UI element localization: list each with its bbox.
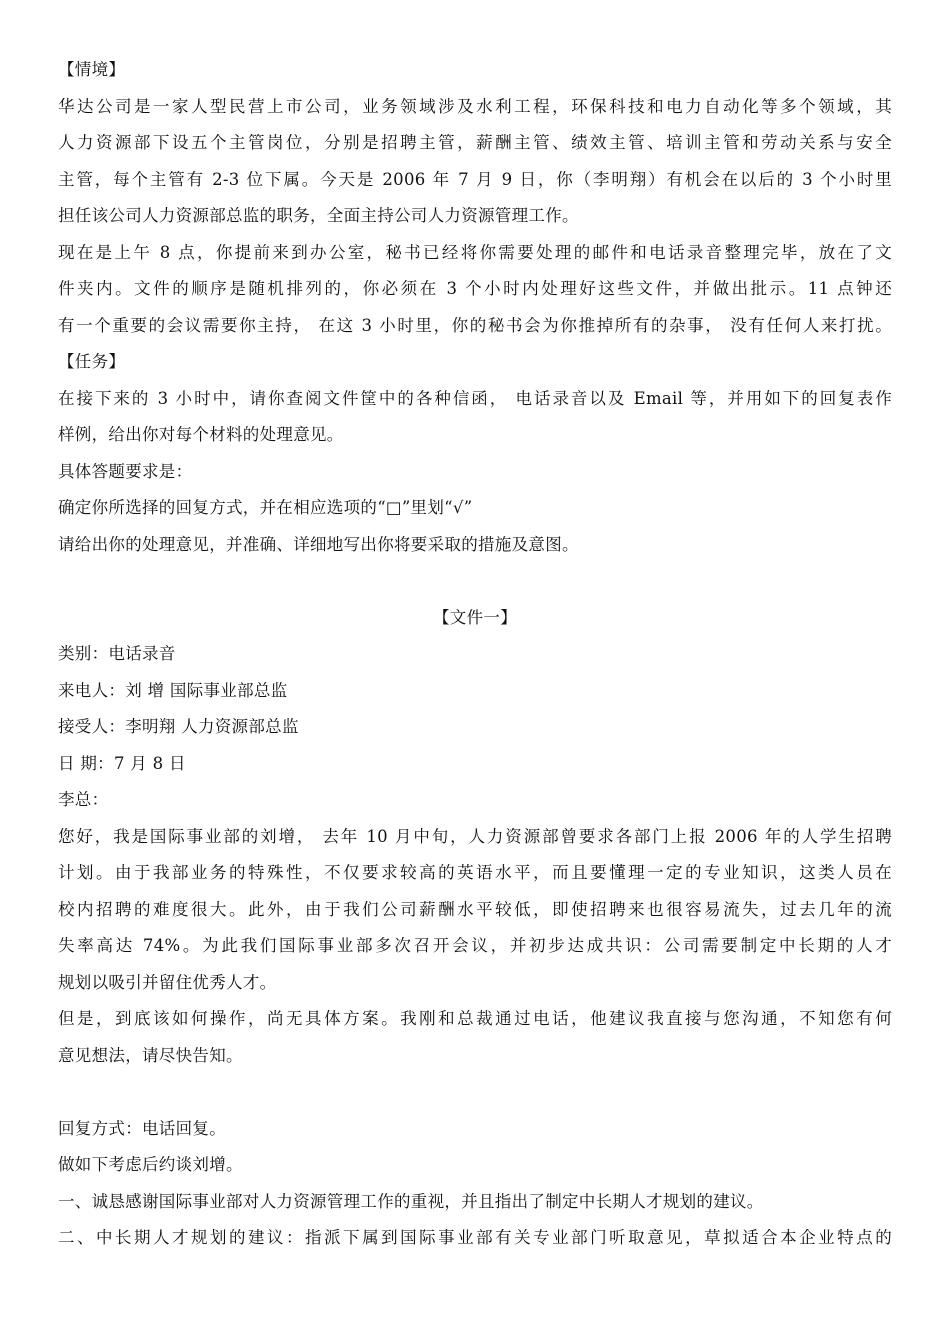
reply-intro: 做如下考虑后约谈刘增。 — [58, 1155, 243, 1174]
spacer — [58, 563, 892, 600]
situation-para2-line: 件夹内。文件的顺序是随机排列的，你必须在 3 个小时内处理好这些文件，并做出批示。11 点钟还 — [58, 279, 892, 298]
situation-para2-line: 现在是上午 8 点，你提前来到办公室，秘书已经将你需要处理的邮件和电话录音整理完毕，放在了文 — [58, 242, 892, 262]
file-receiver: 接受人：李明翔 人力资源部总监 — [58, 717, 299, 736]
task-heading: 【任务】 — [58, 352, 126, 371]
letter-body-line: 您好，我是国际事业部的刘增， 去年 10 月中旬，人力资源部曾要求各部门上报 2006 年的人学生招聘 — [58, 826, 892, 846]
requirement-item: 请给出你的处理意见，并准确、详细地写出你将要采取的措施及意图。 — [58, 534, 579, 554]
document-page — [58, 52, 892, 1257]
situation-heading: 【情境】 — [58, 60, 126, 79]
letter-body-line: 意见想法，请尽快告知。 — [58, 1045, 243, 1065]
reply-method: 回复方式：电话回复。 — [58, 1118, 226, 1138]
task-para-line: 在接下来的 3 小时中，请你查阅文件筐中的各种信函， 电话录音以及 Email 等，并用如下的回复表作 — [58, 388, 892, 408]
situation-para1-line: 主管，每个主管有 2-3 位下属。今天是 2006 年 7 月 9 日，你（李明翔）有机会在以后的 3 个小时里 — [58, 169, 892, 189]
file-date: 日 期：7 月 8 日 — [58, 753, 186, 773]
letter-body-line: 规划以吸引并留住优秀人才。 — [58, 972, 277, 992]
task-para-line: 样例，给出你对每个材料的处理意见。 — [58, 425, 344, 444]
situation-para1-line: 人力资源部下设五个主管岗位，分别是招聘主管，薪酬主管、绩效主管、培训主管和劳动关系与安全 — [58, 133, 892, 152]
reply-point: 二、中长期人才规划的建议：指派下属到国际事业部有关专业部门听取意见，草拟适合本企业特点的 — [58, 1228, 892, 1247]
file-heading: 【文件一】 — [433, 607, 517, 627]
requirements-title: 具体答题要求是： — [58, 461, 193, 481]
situation-para1-line: 担任该公司人力资源部总监的职务，全面主持公司人力资源管理工作。 — [58, 206, 579, 225]
situation-para2-line: 有一个重要的会议需要你主持， 在这 3 小时里，你的秘书会为你推掉所有的杂事， 没有任何人来打扰。 — [58, 315, 892, 335]
letter-body-line: 但是，到底该如何操作，尚无具体方案。我刚和总裁通过电话，他建议我直接与您沟通，不知您有何 — [58, 1009, 892, 1028]
file-category: 类别：电话录音 — [58, 644, 176, 663]
situation-para1-line: 华达公司是一家人型民营上市公司，业务领域涉及水利工程，环保科技和电力自动化等多个领域，其 — [58, 96, 892, 116]
letter-body-line: 校内招聘的难度很大。此外，由于我们公司薪酬水平较低，即使招聘来也很容易流失，过去几年的流 — [58, 899, 892, 919]
reply-point: 一、诚恳感谢国际事业部对人力资源管理工作的重视，并且指出了制定中长期人才规划的建议。 — [58, 1191, 764, 1211]
letter-body-line: 计划。由于我部业务的特殊性，不仅要求较高的英语水平，而且要懂理一定的专业知识，这类人员在 — [58, 863, 892, 882]
letter-body-line: 失率高达 74%。为此我们国际事业部多次召开会议，并初步达成共识：公司需要制定中长期的人才 — [58, 936, 892, 955]
letter-salutation: 李总： — [58, 790, 109, 809]
spacer — [58, 1074, 892, 1111]
file-caller: 来电人：刘 增 国际事业部总监 — [58, 680, 288, 700]
requirement-item: 确定你所选择的回复方式，并在相应选项的“□”里划“√” — [58, 498, 473, 517]
